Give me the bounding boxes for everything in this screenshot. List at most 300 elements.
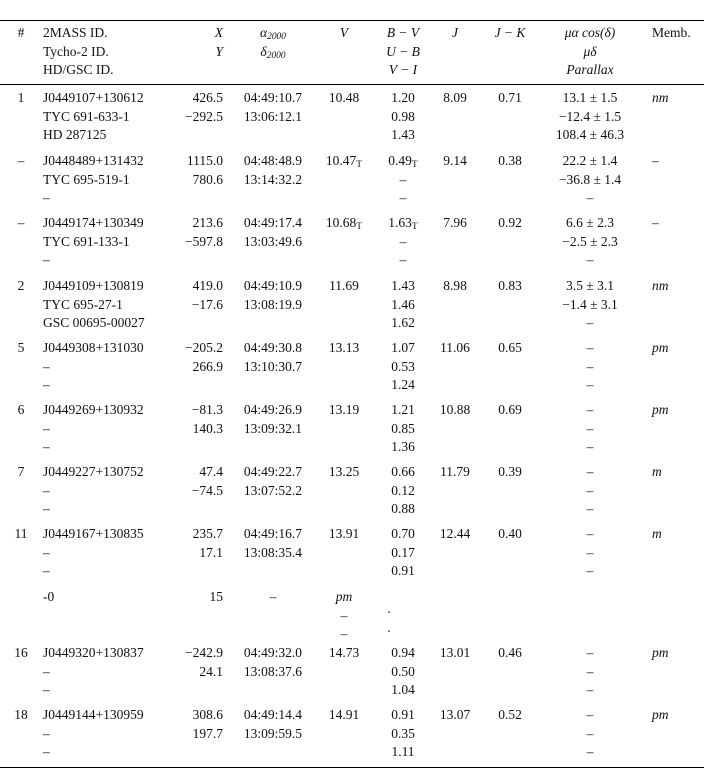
row-j-value: 12.44: [439, 526, 471, 541]
row-id-value: GSC 00695-00027: [43, 315, 145, 330]
header-pm-label: μδ: [583, 43, 597, 59]
row-ids: [43, 89, 144, 145]
row-color-value: 1.04: [391, 682, 415, 697]
row-xy-value: −292.5: [185, 108, 223, 124]
row-num-value: –: [17, 215, 25, 230]
row-id-value: –: [43, 252, 50, 267]
row-jk: [487, 152, 533, 171]
row-xy: [170, 525, 223, 562]
row-memb: [652, 644, 669, 663]
row-xy-value: 419.0: [192, 278, 223, 293]
row-num-value: 6: [17, 402, 25, 417]
row-jk: [487, 644, 533, 663]
row-v: [322, 644, 366, 663]
row-color-value: 1.07: [391, 340, 415, 355]
broken-row-x: [170, 588, 223, 607]
row-xy-value: 426.5: [192, 90, 223, 105]
row-id-value: –: [43, 358, 50, 374]
row-color-value: –: [399, 233, 407, 249]
row-pm: [542, 706, 638, 762]
row-pm-value: –: [586, 315, 594, 330]
row-memb: [652, 214, 659, 233]
row-id-value: –: [43, 544, 50, 560]
header-j: [436, 24, 474, 43]
row-coord-value: 04:49:17.4: [243, 215, 303, 230]
header-colors: [380, 24, 426, 80]
row-memb: [652, 525, 662, 544]
row-xy-value: 47.4: [199, 464, 223, 479]
row-color-value: 0.88: [391, 501, 415, 516]
row-v: [322, 152, 366, 171]
row-num: [14, 214, 28, 233]
row-pm-value: −1.4 ± 3.1: [562, 296, 618, 312]
row-id-value: J0449227+130752: [43, 464, 144, 479]
row-v-value: 13.91: [328, 526, 360, 541]
row-color-value: 1.43: [391, 127, 415, 142]
header-xy-label: X: [214, 25, 223, 40]
row-v-value: $10.47_T$: [325, 153, 363, 170]
row-id-value: J0449174+130349: [43, 215, 144, 230]
row-memb-value: –: [652, 153, 659, 168]
row-pm-value: –: [586, 544, 594, 560]
row-coord-value: 13:10:30.7: [243, 358, 303, 374]
row-coord-value: 04:48:48.9: [243, 153, 303, 168]
row-j-value: 13.07: [439, 707, 471, 722]
row-coords: [238, 706, 308, 743]
row-pm-value: –: [586, 526, 594, 541]
row-id-value: –: [43, 563, 50, 578]
table-top-rule: [0, 20, 704, 21]
row-jk-value: 0.71: [498, 90, 522, 105]
row-jk-value: 0.92: [498, 215, 522, 230]
row-j-value: 8.09: [443, 90, 467, 105]
row-v: [322, 525, 366, 544]
row-pm: [542, 525, 638, 581]
row-ids: [43, 339, 144, 395]
row-id-value: J0449308+131030: [43, 340, 144, 355]
row-coords: [238, 339, 308, 376]
row-color-value: 0.85: [391, 420, 415, 436]
row-j-value: 10.88: [439, 402, 471, 417]
row-pm-value: –: [586, 501, 594, 516]
row-pm-value: 108.4 ± 46.3: [555, 127, 625, 142]
row-xy: [170, 463, 223, 500]
row-id-value: J0449167+130835: [43, 526, 144, 541]
row-j: [436, 214, 474, 233]
row-v-value: 14.73: [328, 645, 360, 660]
row-pm-value: –: [586, 402, 594, 417]
row-num: [14, 89, 28, 108]
row-j: [436, 706, 474, 725]
row-colors: [380, 277, 426, 333]
header-pm-label: Parallax: [566, 62, 614, 77]
row-xy-value: −205.2: [185, 340, 223, 355]
row-ids: [43, 644, 144, 700]
header-ids: [43, 24, 114, 80]
row-coord-value: 13:08:19.9: [243, 296, 303, 312]
row-pm-value: –: [586, 340, 594, 355]
header-jk-label: J − K: [494, 25, 526, 40]
row-v-value: 13.13: [328, 340, 360, 355]
row-v: [322, 401, 366, 420]
row-id-value: TYC 691-633-1: [43, 108, 130, 124]
row-j: [436, 339, 474, 358]
row-pm: [542, 463, 638, 519]
row-xy: [170, 401, 223, 438]
row-colors: [380, 525, 426, 581]
broken-row-v: [322, 588, 366, 644]
row-v: [322, 277, 366, 296]
row-jk: [487, 525, 533, 544]
row-memb-value: nm: [652, 90, 669, 105]
row-pm-value: –: [586, 663, 594, 679]
row-colors: [380, 706, 426, 762]
row-j: [436, 401, 474, 420]
row-color-value: $1.63_T$: [388, 215, 418, 232]
header-num: [14, 24, 28, 43]
row-colors: [380, 644, 426, 700]
row-colors: [380, 152, 426, 208]
row-jk: [487, 706, 533, 725]
row-color-value: 1.46: [391, 296, 415, 312]
header-coords: [238, 24, 308, 61]
row-pm-value: −12.4 ± 1.5: [558, 108, 622, 124]
row-xy-value: 780.6: [192, 171, 223, 187]
row-num-value: 11: [14, 526, 28, 541]
row-color-value: 0.91: [391, 563, 415, 578]
row-pm: [542, 644, 638, 700]
header-xy-label: Y: [215, 43, 223, 59]
row-j: [436, 277, 474, 296]
header-id-label: 2MASS ID.: [43, 25, 108, 40]
row-pm-value: 13.1 ± 1.5: [562, 90, 618, 105]
row-id-value: J0449109+130819: [43, 278, 144, 293]
row-xy-value: −242.9: [185, 645, 223, 660]
row-color-value: 0.35: [391, 725, 415, 741]
row-coords: [238, 401, 308, 438]
row-xy: [170, 644, 223, 681]
row-memb: [652, 152, 659, 171]
header-memb: [652, 24, 691, 43]
row-colors: [380, 339, 426, 395]
row-coord-value: 13:06:12.1: [243, 108, 303, 124]
row-color-value: 0.66: [391, 464, 415, 479]
row-coords: [238, 277, 308, 314]
row-id-value: –: [43, 482, 50, 498]
row-xy-value: −74.5: [191, 482, 223, 498]
row-v-value: 10.48: [328, 90, 360, 105]
row-coord-value: 13:09:59.5: [243, 725, 303, 741]
broken-row-id: [43, 588, 54, 607]
row-num-value: 1: [17, 90, 25, 105]
row-num: [14, 706, 28, 725]
header-memb-label: Memb.: [652, 25, 691, 40]
row-coord-value: 04:49:16.7: [243, 526, 303, 541]
row-j: [436, 644, 474, 663]
broken-row-coord: [238, 588, 308, 607]
row-j: [436, 463, 474, 482]
broken-row-dots: [366, 600, 412, 637]
broken-row-id-value: -0: [43, 589, 55, 604]
row-memb-value: pm: [652, 340, 669, 355]
row-jk: [487, 401, 533, 420]
row-id-value: –: [43, 663, 50, 679]
row-id-value: J0449107+130612: [43, 90, 144, 105]
row-xy-value: 197.7: [192, 725, 223, 741]
row-xy-value: 308.6: [192, 707, 223, 722]
row-color-value: 1.36: [391, 439, 415, 454]
broken-row-v-value: pm: [335, 589, 353, 604]
row-ids: [43, 706, 144, 762]
row-memb-value: m: [652, 526, 662, 541]
header-pm: [542, 24, 638, 80]
header-xy: [170, 24, 223, 61]
row-coord-value: 13:08:37.6: [243, 663, 303, 679]
row-ids: [43, 401, 144, 457]
row-j-value: 11.79: [440, 464, 470, 479]
row-v: [322, 706, 366, 725]
row-v-value: $10.68_T$: [325, 215, 363, 232]
row-num: [14, 525, 28, 544]
row-pm-value: –: [586, 377, 594, 392]
row-j-value: 7.96: [443, 215, 467, 230]
broken-row-v-extra: –: [340, 607, 348, 623]
header-color-label: V − I: [388, 62, 418, 77]
row-v: [322, 89, 366, 108]
row-pm-value: 6.6 ± 2.3: [566, 215, 614, 230]
row-memb-value: nm: [652, 278, 669, 293]
row-v-value: 14.91: [328, 707, 360, 722]
row-num-value: 18: [14, 707, 28, 722]
header-color-label: B − V: [386, 25, 420, 40]
broken-row-dot: .: [387, 601, 391, 616]
row-memb: [652, 401, 669, 420]
row-j: [436, 152, 474, 171]
row-pm-value: –: [586, 420, 594, 436]
row-id-value: –: [43, 377, 50, 392]
row-color-value: 0.70: [391, 526, 415, 541]
header-v-label: V: [339, 25, 349, 40]
row-id-value: J0449320+130837: [43, 645, 144, 660]
row-num-value: 2: [17, 278, 25, 293]
row-v-value: 13.19: [328, 402, 360, 417]
row-jk: [487, 277, 533, 296]
row-xy: [170, 152, 223, 189]
row-xy-value: −597.8: [185, 233, 223, 249]
row-coord-value: 13:03:49.6: [243, 233, 303, 249]
row-xy-value: 140.3: [192, 420, 223, 436]
row-j-value: 8.98: [443, 278, 467, 293]
row-color-value: –: [399, 190, 407, 205]
row-color-value: 1.24: [391, 377, 415, 392]
row-id-value: –: [43, 744, 50, 759]
row-coords: [238, 644, 308, 681]
row-id-value: TYC 691-133-1: [43, 233, 130, 249]
header-coord-label: $\alpha_{2000}$: [260, 25, 286, 42]
row-jk: [487, 89, 533, 108]
row-colors: [380, 401, 426, 457]
row-num-value: –: [17, 153, 25, 168]
row-v-value: 13.25: [328, 464, 360, 479]
row-j: [436, 525, 474, 544]
row-num: [14, 152, 28, 171]
broken-row-dot: .: [387, 619, 391, 635]
row-color-value: –: [399, 252, 407, 267]
row-coords: [238, 152, 308, 189]
row-memb-value: pm: [652, 645, 669, 660]
row-pm: [542, 89, 638, 145]
row-id-value: –: [43, 439, 50, 454]
row-id-value: –: [43, 190, 50, 205]
row-color-value: 1.20: [391, 90, 415, 105]
row-id-value: –: [43, 725, 50, 741]
row-jk-value: 0.65: [498, 340, 522, 355]
row-xy-value: −17.6: [191, 296, 223, 312]
row-pm-value: −36.8 ± 1.4: [558, 171, 622, 187]
row-id-value: HD 287125: [43, 127, 107, 142]
row-pm: [542, 401, 638, 457]
row-memb-value: pm: [652, 402, 669, 417]
row-color-value: 1.11: [391, 744, 415, 759]
row-xy: [170, 706, 223, 743]
row-memb-value: pm: [652, 707, 669, 722]
row-xy: [170, 339, 223, 376]
row-pm-value: −2.5 ± 2.3: [562, 233, 618, 249]
row-jk-value: 0.52: [498, 707, 522, 722]
row-id-value: –: [43, 682, 50, 697]
row-ids: [43, 463, 144, 519]
row-pm-value: –: [586, 190, 594, 205]
row-v: [322, 214, 366, 233]
row-color-value: 0.17: [391, 544, 415, 560]
row-v: [322, 339, 366, 358]
header-v: [322, 24, 366, 43]
row-jk-value: 0.46: [498, 645, 522, 660]
row-color-value: 0.98: [391, 108, 415, 124]
row-pm-value: –: [586, 482, 594, 498]
row-coord-value: 04:49:10.9: [243, 278, 303, 293]
row-jk-value: 0.39: [498, 464, 522, 479]
row-coords: [238, 463, 308, 500]
row-jk-value: 0.69: [498, 402, 522, 417]
header-j-label: J: [452, 25, 458, 40]
row-num-value: 16: [14, 645, 28, 660]
row-memb: [652, 706, 669, 725]
row-coord-value: 13:08:35.4: [243, 544, 303, 560]
row-num: [14, 644, 28, 663]
row-coord-value: 13:14:32.2: [243, 171, 303, 187]
row-j-value: 13.01: [439, 645, 471, 660]
row-jk-value: 0.40: [498, 526, 522, 541]
row-color-value: 1.21: [391, 402, 415, 417]
row-jk-value: 0.83: [498, 278, 522, 293]
row-pm-value: –: [586, 725, 594, 741]
row-coord-value: 04:49:32.0: [243, 645, 303, 660]
row-jk-value: 0.38: [498, 153, 522, 168]
row-memb: [652, 89, 669, 108]
row-id-value: J0449269+130932: [43, 402, 144, 417]
broken-row-v-extra: –: [340, 626, 348, 641]
row-colors: [380, 89, 426, 145]
row-xy-value: 213.6: [192, 215, 223, 230]
row-id-value: –: [43, 420, 50, 436]
row-color-value: 0.50: [391, 663, 415, 679]
row-pm: [542, 277, 638, 333]
row-pm: [542, 214, 638, 270]
header-num-label: #: [17, 25, 25, 40]
row-pm-value: –: [586, 707, 594, 722]
row-id-value: J0448489+131432: [43, 153, 144, 168]
row-xy: [170, 89, 223, 126]
row-num-value: 7: [17, 464, 25, 479]
header-jk: [487, 24, 533, 43]
table-header-rule: [0, 84, 704, 85]
row-colors: [380, 463, 426, 519]
row-id-value: TYC 695-27-1: [43, 296, 123, 312]
broken-row-coord-value: –: [269, 589, 277, 604]
row-xy: [170, 214, 223, 251]
row-xy-value: 235.7: [192, 526, 223, 541]
row-coord-value: 04:49:26.9: [243, 402, 303, 417]
row-pm-value: –: [586, 682, 594, 697]
row-pm: [542, 152, 638, 208]
row-coord-value: 13:09:32.1: [243, 420, 303, 436]
row-memb: [652, 277, 669, 296]
row-jk: [487, 339, 533, 358]
row-coord-value: 13:07:52.2: [243, 482, 303, 498]
row-pm-value: 22.2 ± 1.4: [562, 153, 618, 168]
row-color-value: –: [399, 171, 407, 187]
header-coord-label: $\delta_{2000}$: [260, 43, 286, 61]
row-pm-value: 3.5 ± 3.1: [566, 278, 614, 293]
row-ids: [43, 277, 145, 333]
row-jk: [487, 214, 533, 233]
row-coords: [238, 525, 308, 562]
row-xy-value: −81.3: [191, 402, 223, 417]
row-memb-value: –: [652, 215, 659, 230]
row-pm-value: –: [586, 744, 594, 759]
row-color-value: 0.53: [391, 358, 415, 374]
header-pm-label: μα cos(δ): [564, 25, 616, 40]
broken-row-x-value: 15: [209, 589, 223, 604]
row-v: [322, 463, 366, 482]
row-id-value: TYC 695-519-1: [43, 171, 130, 187]
row-pm-value: –: [586, 252, 594, 267]
row-ids: [43, 525, 144, 581]
row-j: [436, 89, 474, 108]
row-pm-value: –: [586, 563, 594, 578]
row-color-value: $0.49_T$: [388, 153, 418, 170]
row-color-value: 1.43: [391, 278, 415, 293]
table-bottom-rule: [0, 767, 704, 768]
row-memb: [652, 339, 669, 358]
row-coord-value: 04:49:30.8: [243, 340, 303, 355]
row-ids: [43, 152, 144, 208]
row-colors: [380, 214, 426, 270]
header-id-label: Tycho-2 ID.: [43, 43, 109, 59]
row-pm-value: –: [586, 358, 594, 374]
row-xy-value: 1115.0: [186, 153, 223, 168]
row-xy-value: 266.9: [192, 358, 223, 374]
row-coord-value: 04:49:14.4: [243, 707, 303, 722]
row-color-value: 0.12: [391, 482, 415, 498]
header-id-label: HD/GSC ID.: [43, 62, 114, 77]
row-color-value: 0.91: [391, 707, 415, 722]
row-pm-value: –: [586, 464, 594, 479]
row-xy-value: 24.1: [199, 663, 223, 679]
row-coord-value: 04:49:22.7: [243, 464, 303, 479]
row-pm-value: –: [586, 645, 594, 660]
